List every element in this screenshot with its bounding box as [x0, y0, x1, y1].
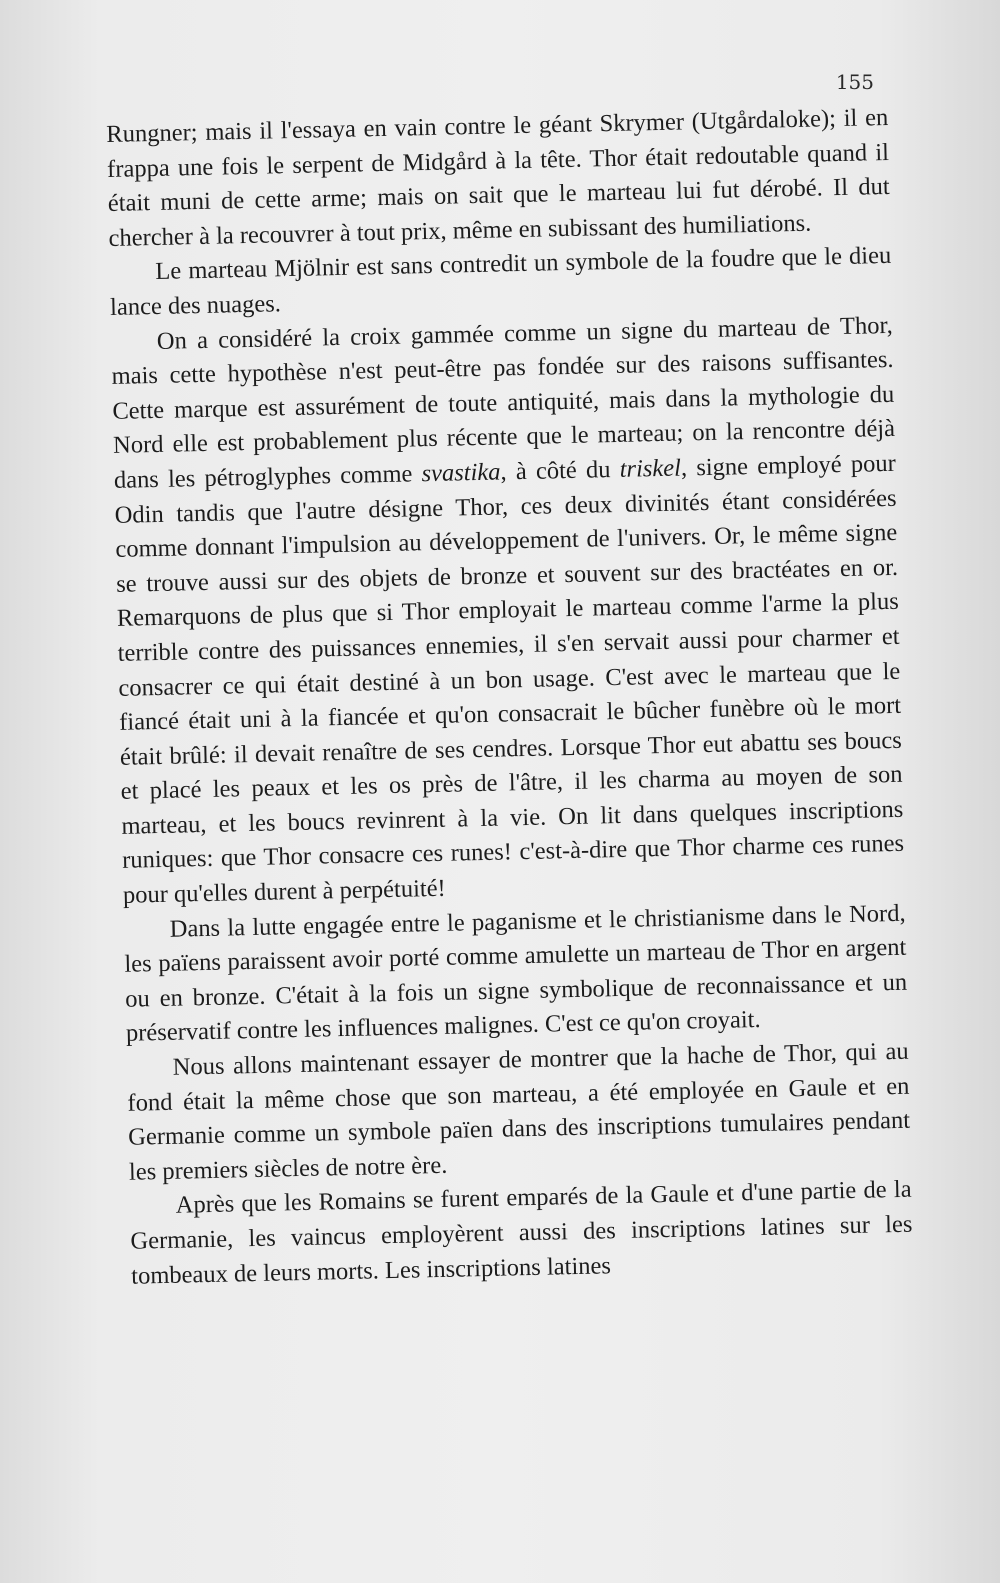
paragraph [126, 1035, 911, 1190]
paragraph [111, 308, 906, 913]
paragraph [106, 101, 891, 256]
text-segment: Rungner; mais il l'essaya en vain contre le géant Skrymer (Utgårdaloke); il en frappa une fois le serpent de Midgård à la tête. Thor était redoutable quand il était muni de cette arme; mais on sait que le marteau lui fut dérobé. Il dut chercher à la recouvrer à tout prix, même en subissant des humiliations. [106, 103, 890, 252]
body-text [106, 101, 913, 1294]
page-number: 155 [835, 70, 874, 94]
paragraph [129, 1173, 913, 1294]
text-segment: , signe employé pour Odin tandis que l'autre désigne Thor, ces deux divinités étant considérées comme donnant l'impulsion au développement de l'univers. Or, le même signe se trouve aussi sur des objets de bronze et souvent sur des bractéates en or. Remarquons de plus que si Thor employait le marteau comme l'arme la plus terrible contre des puissances ennemies, il s'en servait aussi pour charmer et consacrer ce qui était destiné à un bon usage. C'est avec le marteau que le fiancé était uni à la fiancée et qu'on consacrait le bûcher funèbre où le mort était brûlé: il devait renaître de ses cendres. Lorsque Thor eut abattu ses boucs et placé les peaux et les os près de l'âtre, il les charma au moyen de son marteau, et les boucs revinrent à la vie. On lit dans quelques inscriptions runiques: que Thor consacre ces runes! c'est-à-dire que Thor charme ces runes pour qu'elles durent à perpétuité! [114, 449, 905, 909]
text-segment: Nous allons maintenant essayer de montrer que la hache de Thor, qui au fond était la même chose que son marteau, a été employée en Gaule et en Germanie comme un symbole païen dans des inscriptions tumulaires pendant les premiers siècles de notre ère. [127, 1037, 911, 1186]
text-segment: On a considéré la croix gammée comme un signe du marteau de Thor, mais cette hypothèse n'est peut-être pas fondée sur des raisons suffisantes. Cette marque est assurément de toute antiquité, mais dans la mythologie du Nord elle est probablement plus récente que le marteau; on la rencontre déjà dans les pétroglyphes comme [111, 311, 896, 494]
text-segment: Le marteau Mjölnir est sans contredit un symbole de la foudre que le dieu lance des nuages. [109, 242, 892, 321]
italic-term: svastika [421, 458, 501, 488]
text-segment: Dans la lutte engagée entre le paganisme et le christianisme dans le Nord, les païens paraissent avoir porté comme amulette un marteau de Thor en argent ou en bronze. C'était à la fois un signe symbolique de reconnaissance et un préservatif contre les influences malignes. C'est ce qu'on croyait. [124, 899, 908, 1048]
paragraph [123, 896, 908, 1051]
text-segment: Après que les Romains se furent emparés de la Gaule et d'une partie de la Germanie, les vaincus employèrent aussi des inscriptions latines sur les tombeaux de leurs morts. Les inscriptions latines [130, 1176, 913, 1290]
text-segment: , à côté du [500, 455, 621, 486]
italic-term: triskel [619, 454, 682, 483]
